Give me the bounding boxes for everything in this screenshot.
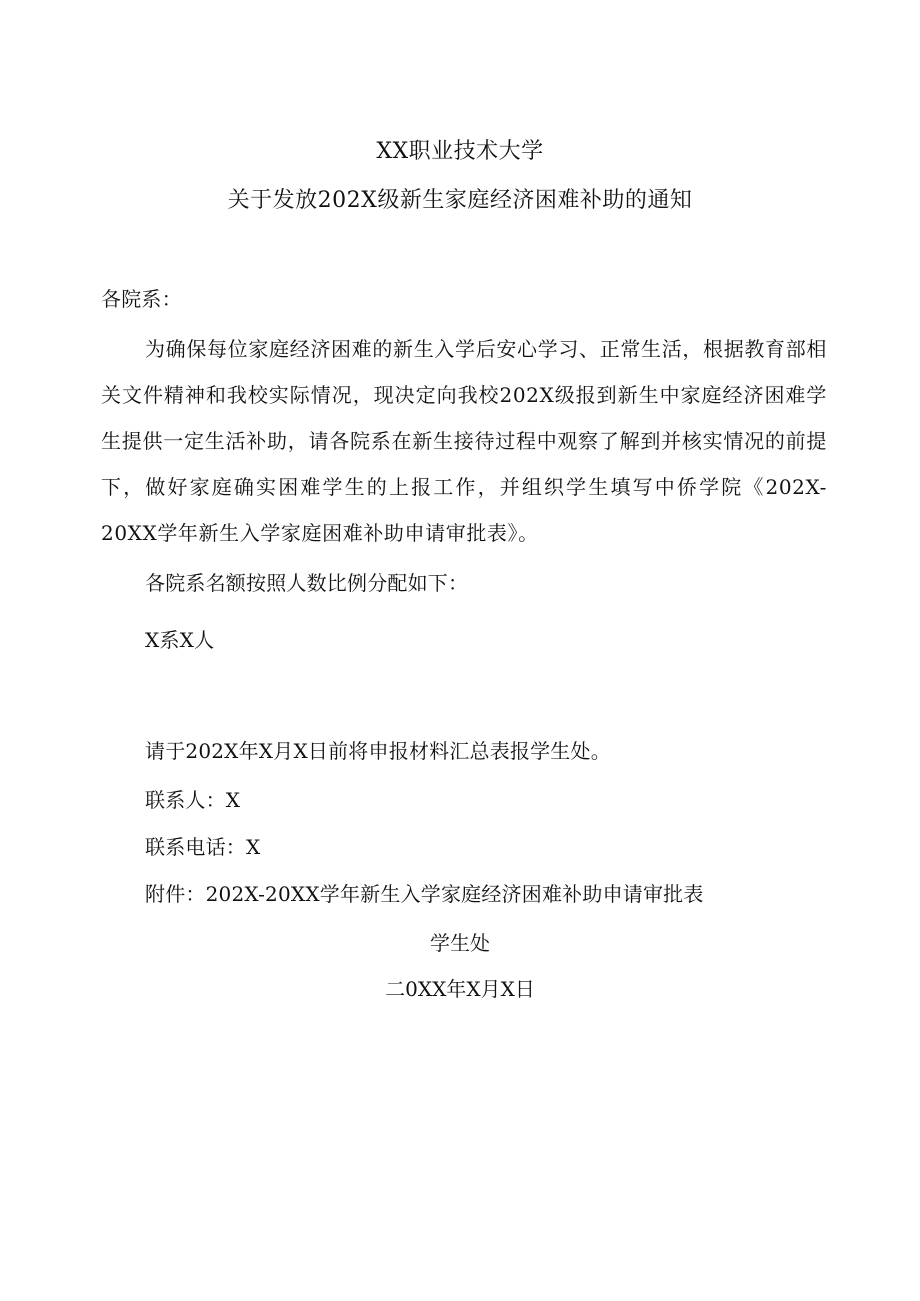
quota-intro: 各院系名额按照人数比例分配如下： [145, 571, 469, 595]
issuer-signature: 学生处 [430, 931, 490, 955]
document-org-title: XX职业技术大学 [376, 139, 544, 164]
document-subject-title: 关于发放202X级新生家庭经济困难补助的通知 [227, 188, 693, 213]
deadline-notice: 请于202X年X月X日前将申报材料汇总表报学生处。 [145, 739, 611, 763]
quota-item: X系X人 [145, 628, 215, 652]
contact-person: 联系人：X [145, 788, 241, 812]
salutation: 各院系： [101, 287, 182, 311]
main-paragraph: 为确保每位家庭经济困难的新生入学后安心学习、正常生活，根据教育部相关文件精神和我校实际情况，现决定向我校202X级报到新生中家庭经济困难学生提供一定生活补助，请各院系在新生接待过程中观察了解到并核实情况的前提下，做好家庭确实困难学生的上报工作，并组织学生填写中侨学院《202X-20XX学年新生入学家庭困难补助申请审批表》。 [101, 337, 827, 545]
issue-date: 二0XX年X月X日 [385, 977, 535, 1001]
contact-phone: 联系电话：X [145, 835, 261, 859]
attachment-line: 附件：202X-20XX学年新生入学家庭经济困难补助申请审批表 [145, 882, 704, 906]
